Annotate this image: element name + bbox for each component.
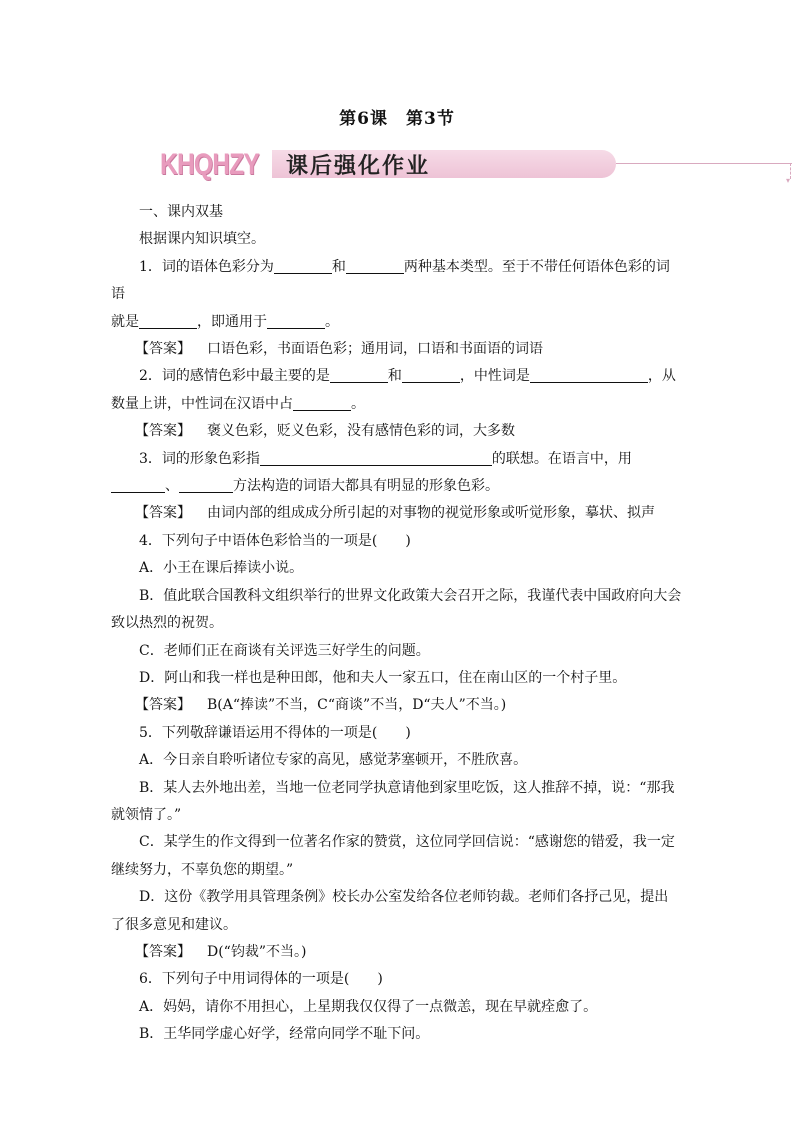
blank	[267, 312, 325, 329]
instruction: 根据课内知识填空。	[139, 231, 265, 248]
blank	[346, 257, 404, 274]
homework-banner	[160, 146, 791, 185]
q1-text-d: 就是	[111, 313, 139, 330]
q1-text-c: 两种基本类型。至于不带任何语体色彩的词语	[111, 258, 670, 303]
option-c-cont: 继续努力，不辜负您的期望。”	[111, 861, 294, 878]
blank	[293, 394, 351, 411]
option-a: A．今日亲自聆听诸位专家的高见，感觉茅塞顿开，不胜欣喜。	[139, 752, 528, 769]
option-b-cont: 致以热烈的祝贺。	[111, 615, 223, 632]
blank	[274, 257, 332, 274]
question-2-cont	[111, 391, 683, 418]
q3-text-a: 3．词的形象色彩指	[139, 450, 260, 467]
option-b: B．王华同学虚心好学，经常向同学不耻下问。	[139, 1026, 430, 1043]
answer-4	[111, 692, 683, 719]
section-heading: 一、课内双基	[139, 204, 223, 220]
answer-text: D(“钧裁”不当。)	[207, 943, 307, 960]
answer-tag: 【答案】	[135, 341, 191, 358]
q3-text-d: 方法构造的词语大都具有明显的形象色彩。	[233, 478, 499, 495]
answer-2	[111, 418, 683, 445]
answer-text: B(A“捧读”不当，C“商谈”不当，D“夫人”不当。)	[207, 697, 507, 714]
option-b: B．某人去外地出差，当地一位老同学执意请他到家里吃饭，这人推辞不掉，说：“那我	[139, 779, 675, 796]
q2-text-e: 数量上讲，中性词在汉语中占	[111, 395, 293, 412]
question-5: 5．下列敬辞谦语运用不得体的一项是( )	[139, 724, 411, 741]
answer-tag: 【答案】	[135, 505, 191, 522]
q2-text-d: ，从	[647, 368, 676, 385]
answer-text: 口语色彩，书面语色彩；通用词，口语和书面语的词语	[207, 341, 543, 358]
blank	[260, 449, 492, 466]
blank	[139, 312, 197, 329]
q3-text-c: 、	[165, 478, 179, 495]
worksheet-body	[111, 199, 683, 1049]
option-d: D．这份《教学用具管理条例》校长办公室发给各位老师钧裁。老师们各抒己见，提出	[139, 889, 669, 906]
blank	[402, 366, 460, 383]
option-d: D．阿山和我一样也是种田郎，他和夫人一家五口，住在南山区的一个村子里。	[139, 669, 627, 686]
answer-text: 褒义色彩，贬义色彩，没有感情色彩的词，大多数	[207, 423, 515, 440]
q3-text-b: 的联想。在语言中，用	[491, 450, 632, 467]
banner-tick	[790, 163, 791, 179]
question-4: 4．下列句子中语体色彩恰当的一项是( )	[139, 532, 411, 549]
question-2	[111, 363, 683, 390]
q2-text-a: 2．词的感情色彩中最主要的是	[139, 368, 330, 385]
option-d-cont: 了很多意见和建议。	[111, 916, 237, 933]
banner-rule	[616, 163, 792, 164]
answer-tag: 【答案】	[135, 697, 191, 714]
blank	[330, 366, 388, 383]
q2-text-b: 和	[387, 368, 402, 385]
lesson-title: 第6课 第3节	[339, 109, 455, 129]
banner-label: 课后强化作业	[286, 154, 431, 179]
question-1	[111, 254, 683, 309]
question-3-cont	[111, 473, 683, 500]
blank	[530, 366, 648, 383]
option-a: A．妈妈，请你不用担心，上星期我仅仅得了一点微恙，现在早就痊愈了。	[139, 998, 598, 1015]
q1-text-e: ，即通用于	[197, 313, 267, 330]
blank	[179, 476, 233, 493]
blank	[111, 476, 165, 493]
q2-text-c: ，中性词是	[459, 368, 530, 385]
option-c: C．老师们正在商谈有关评选三好学生的问题。	[139, 642, 430, 659]
q1-text-a: 1．词的语体色彩分为	[139, 258, 274, 275]
option-b: B．值此联合国教科文组织举行的世界文化政策大会召开之际，我谨代表中国政府向大会	[139, 587, 682, 604]
answer-text: 由词内部的组成成分所引起的对事物的视觉形象或听觉形象，摹状、拟声	[207, 505, 655, 522]
answer-3	[111, 500, 683, 527]
option-c: C．某学生的作文得到一位著名作家的赞赏，这位同学回信说：“感谢您的错爱，我一定	[139, 834, 675, 851]
answer-5	[111, 939, 683, 966]
question-6: 6．下列句子中用词得体的一项是( )	[139, 971, 383, 988]
banner-logo: KHQHZY	[160, 148, 259, 181]
question-1-cont	[111, 309, 683, 336]
question-3	[111, 446, 683, 473]
option-a: A．小王在课后捧读小说。	[139, 560, 304, 577]
answer-tag: 【答案】	[135, 943, 191, 960]
q2-text-f: 。	[351, 395, 365, 412]
answer-1	[111, 336, 683, 363]
option-b-cont: 就领情了。”	[111, 806, 182, 823]
chevron-down-icon: ▾	[786, 176, 791, 185]
q1-text-b: 和	[331, 258, 346, 275]
q1-text-f: 。	[325, 313, 339, 330]
answer-tag: 【答案】	[135, 423, 191, 440]
